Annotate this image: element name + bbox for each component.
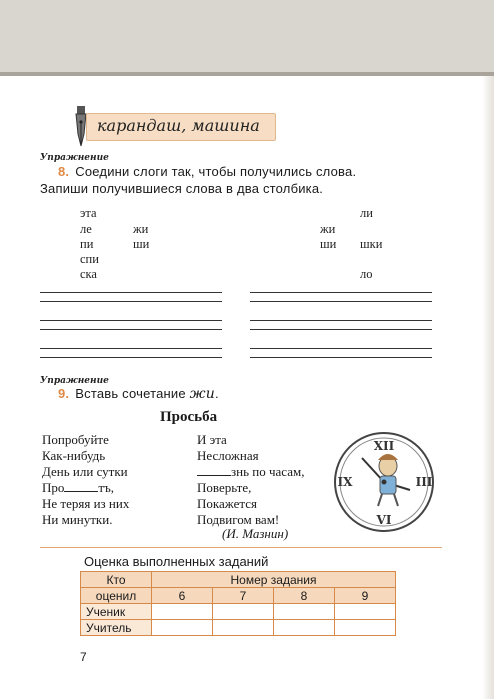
clock-numeral-9: IX xyxy=(337,475,353,489)
poem-line: Попробуйте xyxy=(42,432,109,447)
poem-line: Несложная xyxy=(197,448,259,463)
clock-numeral-6: VI xyxy=(376,513,392,527)
workbook-page xyxy=(0,80,482,699)
exercise-8-label: Упражнение xyxy=(40,153,109,163)
poem-fragment: Про xyxy=(42,480,65,495)
who-header: Кто xyxy=(81,572,152,588)
poem-line: Не теряя из них xyxy=(42,496,130,511)
poem-line: Поверьте, xyxy=(197,480,252,495)
fill-blank[interactable] xyxy=(197,464,231,476)
syllable: ло xyxy=(360,267,373,281)
exercise-9-text: Вставь сочетание xyxy=(75,386,186,401)
writing-line[interactable] xyxy=(250,320,432,321)
grade-cell[interactable] xyxy=(335,620,396,636)
grade-cell[interactable] xyxy=(335,604,396,620)
grade-cell[interactable] xyxy=(274,604,335,620)
task-number-header: Номер задания xyxy=(152,572,396,588)
syllable: жи xyxy=(320,222,336,236)
exercise-9-instruction xyxy=(40,386,219,402)
fill-blank[interactable] xyxy=(64,480,98,492)
scan-border-right xyxy=(482,76,494,699)
who-header-2: оценил xyxy=(81,588,152,604)
task-number: 6 xyxy=(152,588,213,604)
exercise-8-instruction-2: Запиши получившиеся слова в два столбика. xyxy=(40,181,324,196)
poem-line-with-blank xyxy=(42,480,114,496)
writing-line[interactable] xyxy=(40,301,222,302)
clock-numeral-12: XII xyxy=(373,439,395,453)
exercise-9-label: Упражнение xyxy=(40,376,109,386)
poem-title: Просьба xyxy=(160,409,218,425)
exercise-9-number: 9. xyxy=(58,386,70,401)
writing-line[interactable] xyxy=(40,348,222,349)
writing-line[interactable] xyxy=(250,348,432,349)
exercise-8-instruction-1 xyxy=(40,164,356,179)
writing-line[interactable] xyxy=(250,357,432,358)
writing-line[interactable] xyxy=(250,301,432,302)
writing-line[interactable] xyxy=(40,357,222,358)
row-label-student: Ученик xyxy=(81,604,152,620)
clock-illustration xyxy=(332,430,436,534)
syllable: ли xyxy=(360,206,373,220)
grade-cell[interactable] xyxy=(213,604,274,620)
poem-author: (И. Мазнин) xyxy=(222,526,289,541)
poem-line: И эта xyxy=(197,432,227,447)
assessment-title: Оценка выполненных заданий xyxy=(84,554,269,569)
poem-line-with-blank xyxy=(197,464,304,480)
writing-line[interactable] xyxy=(40,292,222,293)
exercise-8-number: 8. xyxy=(58,164,70,179)
task-number: 8 xyxy=(274,588,335,604)
poem-line: Ни минутки. xyxy=(42,512,113,527)
poem-line: Покажется xyxy=(197,496,257,511)
section-divider xyxy=(40,547,442,548)
row-label-teacher: Учитель xyxy=(81,620,152,636)
syllable: пи xyxy=(80,237,94,251)
writing-line[interactable] xyxy=(40,320,222,321)
syllable: ши xyxy=(133,237,150,251)
syllable: жи xyxy=(133,222,149,236)
syllable: ска xyxy=(80,267,97,281)
scan-border-top xyxy=(0,0,494,76)
grade-cell[interactable] xyxy=(152,604,213,620)
heading-words: карандаш, машина xyxy=(97,116,260,135)
grade-cell[interactable] xyxy=(213,620,274,636)
clock-numeral-3: III xyxy=(415,475,433,489)
syllable: спи xyxy=(80,252,99,266)
writing-line[interactable] xyxy=(40,329,222,330)
task-number: 9 xyxy=(335,588,396,604)
page-number: 7 xyxy=(80,650,87,664)
syllable: шки xyxy=(360,237,383,251)
writing-line[interactable] xyxy=(250,329,432,330)
grade-cell[interactable] xyxy=(274,620,335,636)
poem-line: День или сутки xyxy=(42,464,128,479)
assessment-table xyxy=(80,571,396,636)
poem-fragment: знь по часам, xyxy=(231,464,305,479)
poem-line: Подвигом вам! xyxy=(197,512,280,527)
exercise-8-text-1: Соедини слоги так, чтобы получились слова. xyxy=(75,164,357,179)
syllable: ши xyxy=(320,237,337,251)
heading-banner xyxy=(86,113,276,141)
exercise-9-combo: жи xyxy=(189,386,215,402)
poem-fragment: тъ, xyxy=(98,480,115,495)
poem-line: Как-нибудь xyxy=(42,448,106,463)
writing-line[interactable] xyxy=(250,292,432,293)
task-number: 7 xyxy=(213,588,274,604)
syllable: эта xyxy=(80,206,97,220)
grade-cell[interactable] xyxy=(152,620,213,636)
exercise-9-period: . xyxy=(214,386,219,401)
syllable: ле xyxy=(80,222,92,236)
